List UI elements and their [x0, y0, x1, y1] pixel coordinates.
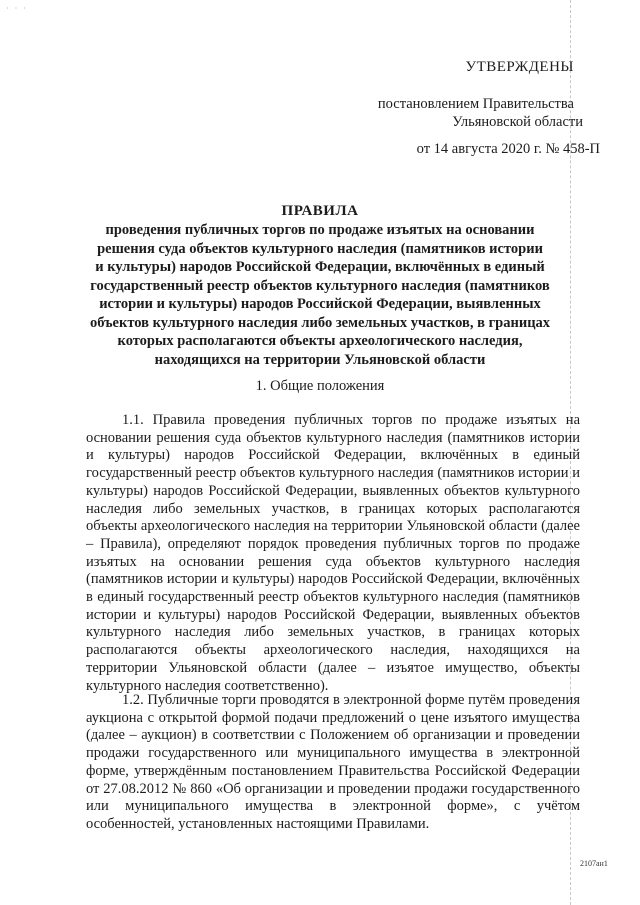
- scan-artifact: · · ·: [6, 4, 28, 13]
- subtitle-line: проведения публичных торгов по продаже изъятых на основании: [105, 222, 535, 238]
- approval-label: УТВЕРЖДЕНЫ: [465, 59, 574, 75]
- approval-line-3: от 14 августа 2020 г. № 458-П: [416, 141, 600, 157]
- paragraph-1-1: 1.1. Правила проведения публичных торгов по продаже изъятых на основании решения суда объектов культурного наследия (памятников истории и культуры) народов Российской Федерации, включённых в единый государственный реестр объектов культурного наследия (памятников истории и культуры) народов Российской Федерации, выявленных объектов культурного наследия либо земельных участков, в границах которых располагаются объекты археологического наследия на территории Ульяновской области (далее – Правила), определяют порядок проведения публичных торгов по продаже изъятых на основании решения суда объектов культурного наследия (памятников истории и культуры) народов Российской Федерации, включённых в единый государственный реестр объектов культурного наследия (памятников истории и культуры) народов Российской Федерации, выявленных объектов культурного наследия либо земельных участков, в границах которых располагаются объекты археологического наследия, находящихся на территории Ульяновской области (далее – изъятое имущество, объекты культурного наследия соответственно).: [86, 412, 580, 694]
- approval-line-2: Ульяновской области: [452, 114, 583, 130]
- document-title: ПРАВИЛА: [281, 203, 359, 219]
- section-heading: 1. Общие положения: [255, 378, 385, 394]
- paragraph-1-2: 1.2. Публичные торги проводятся в электронной форме путём проведения аукциона с открытой формой подачи предложений о цене изъятого имущества (далее – аукцион) в соответствии с Положением об организации и проведении продажи государственного или муниципального имущества в электронной форме, утверждённым постановлением Правительства Российской Федерации от 27.08.2012 № 860 «Об организации и проведении продажи государственного или муниципального имущества в электронной форме», с учётом особенностей, установленных настоящими Правилами.: [86, 692, 580, 832]
- subtitle-line: которых располагаются объекты археологического наследия,: [117, 333, 523, 349]
- subtitle-line: истории и культуры) народов Российской Федерации, выявленных: [99, 296, 541, 312]
- document-subtitle: [0, 221, 640, 369]
- subtitle-line: объектов культурного наследия либо земельных участков, в границах: [89, 314, 551, 331]
- subtitle-line: решения суда объектов культурного наследия (памятников истории: [97, 240, 543, 257]
- subtitle-line: и культуры) народов Российской Федерации, включённых в единый: [95, 259, 545, 275]
- subtitle-line: государственный реестр объектов культурного наследия (памятников: [90, 277, 550, 294]
- document-code: 2107ан1: [580, 859, 608, 868]
- approval-line-1: постановлением Правительства: [377, 96, 574, 112]
- subtitle-line: находящихся на территории Ульяновской области: [154, 351, 486, 368]
